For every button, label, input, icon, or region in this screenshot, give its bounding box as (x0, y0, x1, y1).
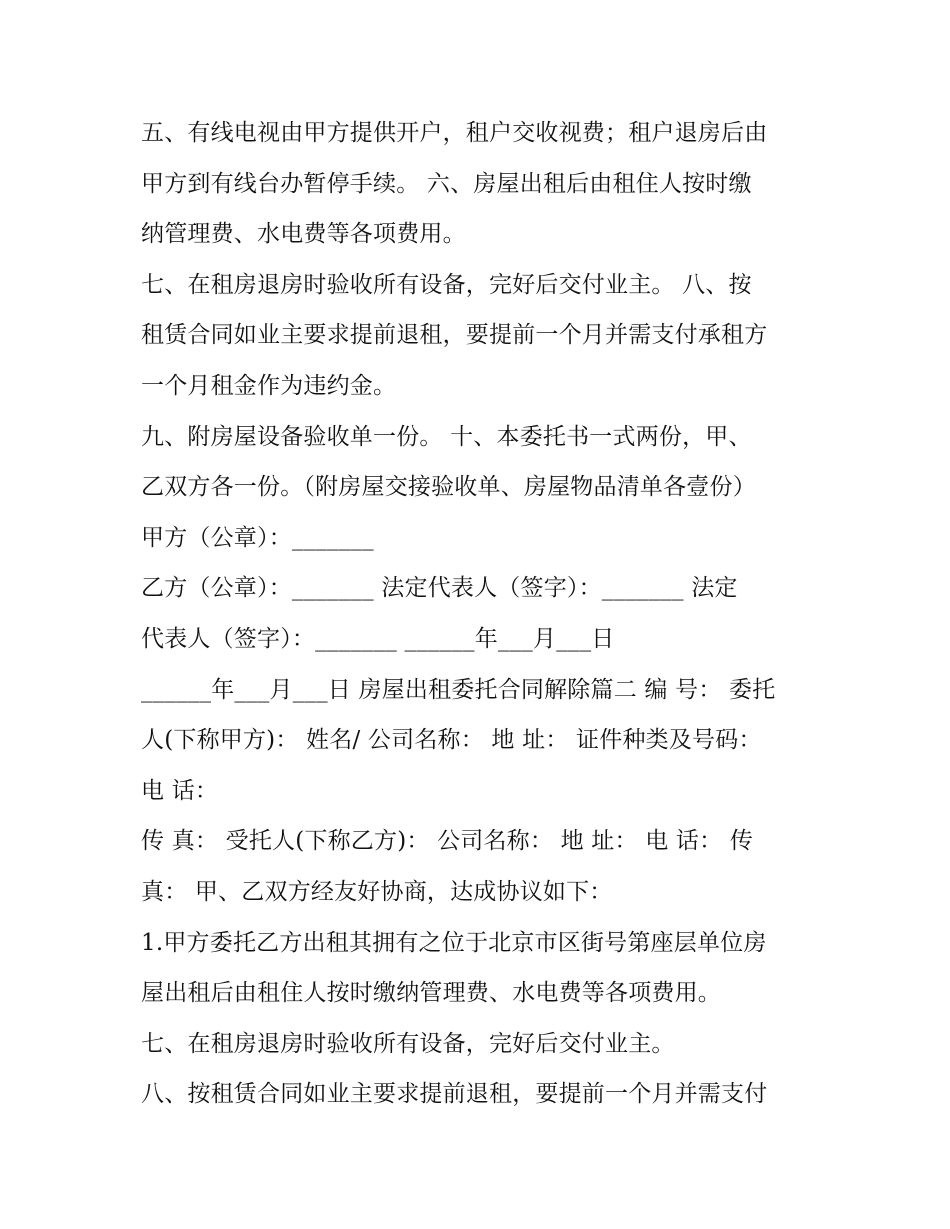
text-line: 乙双方各一份。（附房屋交接验收单、房屋物品清单各壹份） (141, 474, 756, 501)
text-line: 代表人（签字）：_______ ______年___月___日 (141, 625, 615, 652)
text-line: 八、按租赁合同如业主要求提前退租，要提前一个月并需支付 (141, 1081, 768, 1108)
text-line: 纳管理费、水电费等各项费用。 (141, 221, 466, 248)
text-line: 七、在租房退房时验收所有设备，完好后交付业主。 八、按 (141, 271, 752, 298)
text-line: 1.甲方委托乙方出租其拥有之位于北京市区街号第座层单位房 (141, 929, 767, 956)
text-line: 屋出租后由租住人按时缴纳管理费、水电费等各项费用。 (141, 980, 721, 1007)
text-line: 五、有线电视由甲方提供开户，租户交收视费；租户退房后由 (141, 120, 768, 146)
text-line: 九、附房屋设备验收单一份。 十、本委托书一式两份，甲、 (141, 423, 752, 450)
text-line: 传 真： 受托人(下称乙方)： 公司名称： 地 址： 电 话： 传 (141, 828, 754, 855)
text-line: 乙方（公章）：_______ 法定代表人（签字）：_______ 法定 (141, 575, 738, 602)
text-line: 人(下称甲方)： 姓名/ 公司名称： 地 址： 证件种类及号码： (141, 727, 762, 754)
text-line: 七、在租房退房时验收所有设备，完好后交付业主。 (141, 1030, 675, 1057)
text-line: 真： 甲、乙双方经友好协商，达成协议如下： (141, 878, 613, 905)
text-line: 电 话： (141, 777, 219, 804)
text-line: ______年___月___日 房屋出租委托合同解除篇二 编 号： 委托 (141, 676, 776, 703)
text-line: 甲方（公章）：_______ (141, 524, 374, 551)
text-line: 租赁合同如业主要求提前退租，要提前一个月并需支付承租方 (141, 322, 768, 349)
document-body (141, 108, 821, 1120)
text-line: 一个月租金作为违约金。 (141, 372, 397, 399)
text-line: 甲方到有线台办暂停手续。 六、房屋出租后由租住人按时缴 (141, 170, 752, 197)
